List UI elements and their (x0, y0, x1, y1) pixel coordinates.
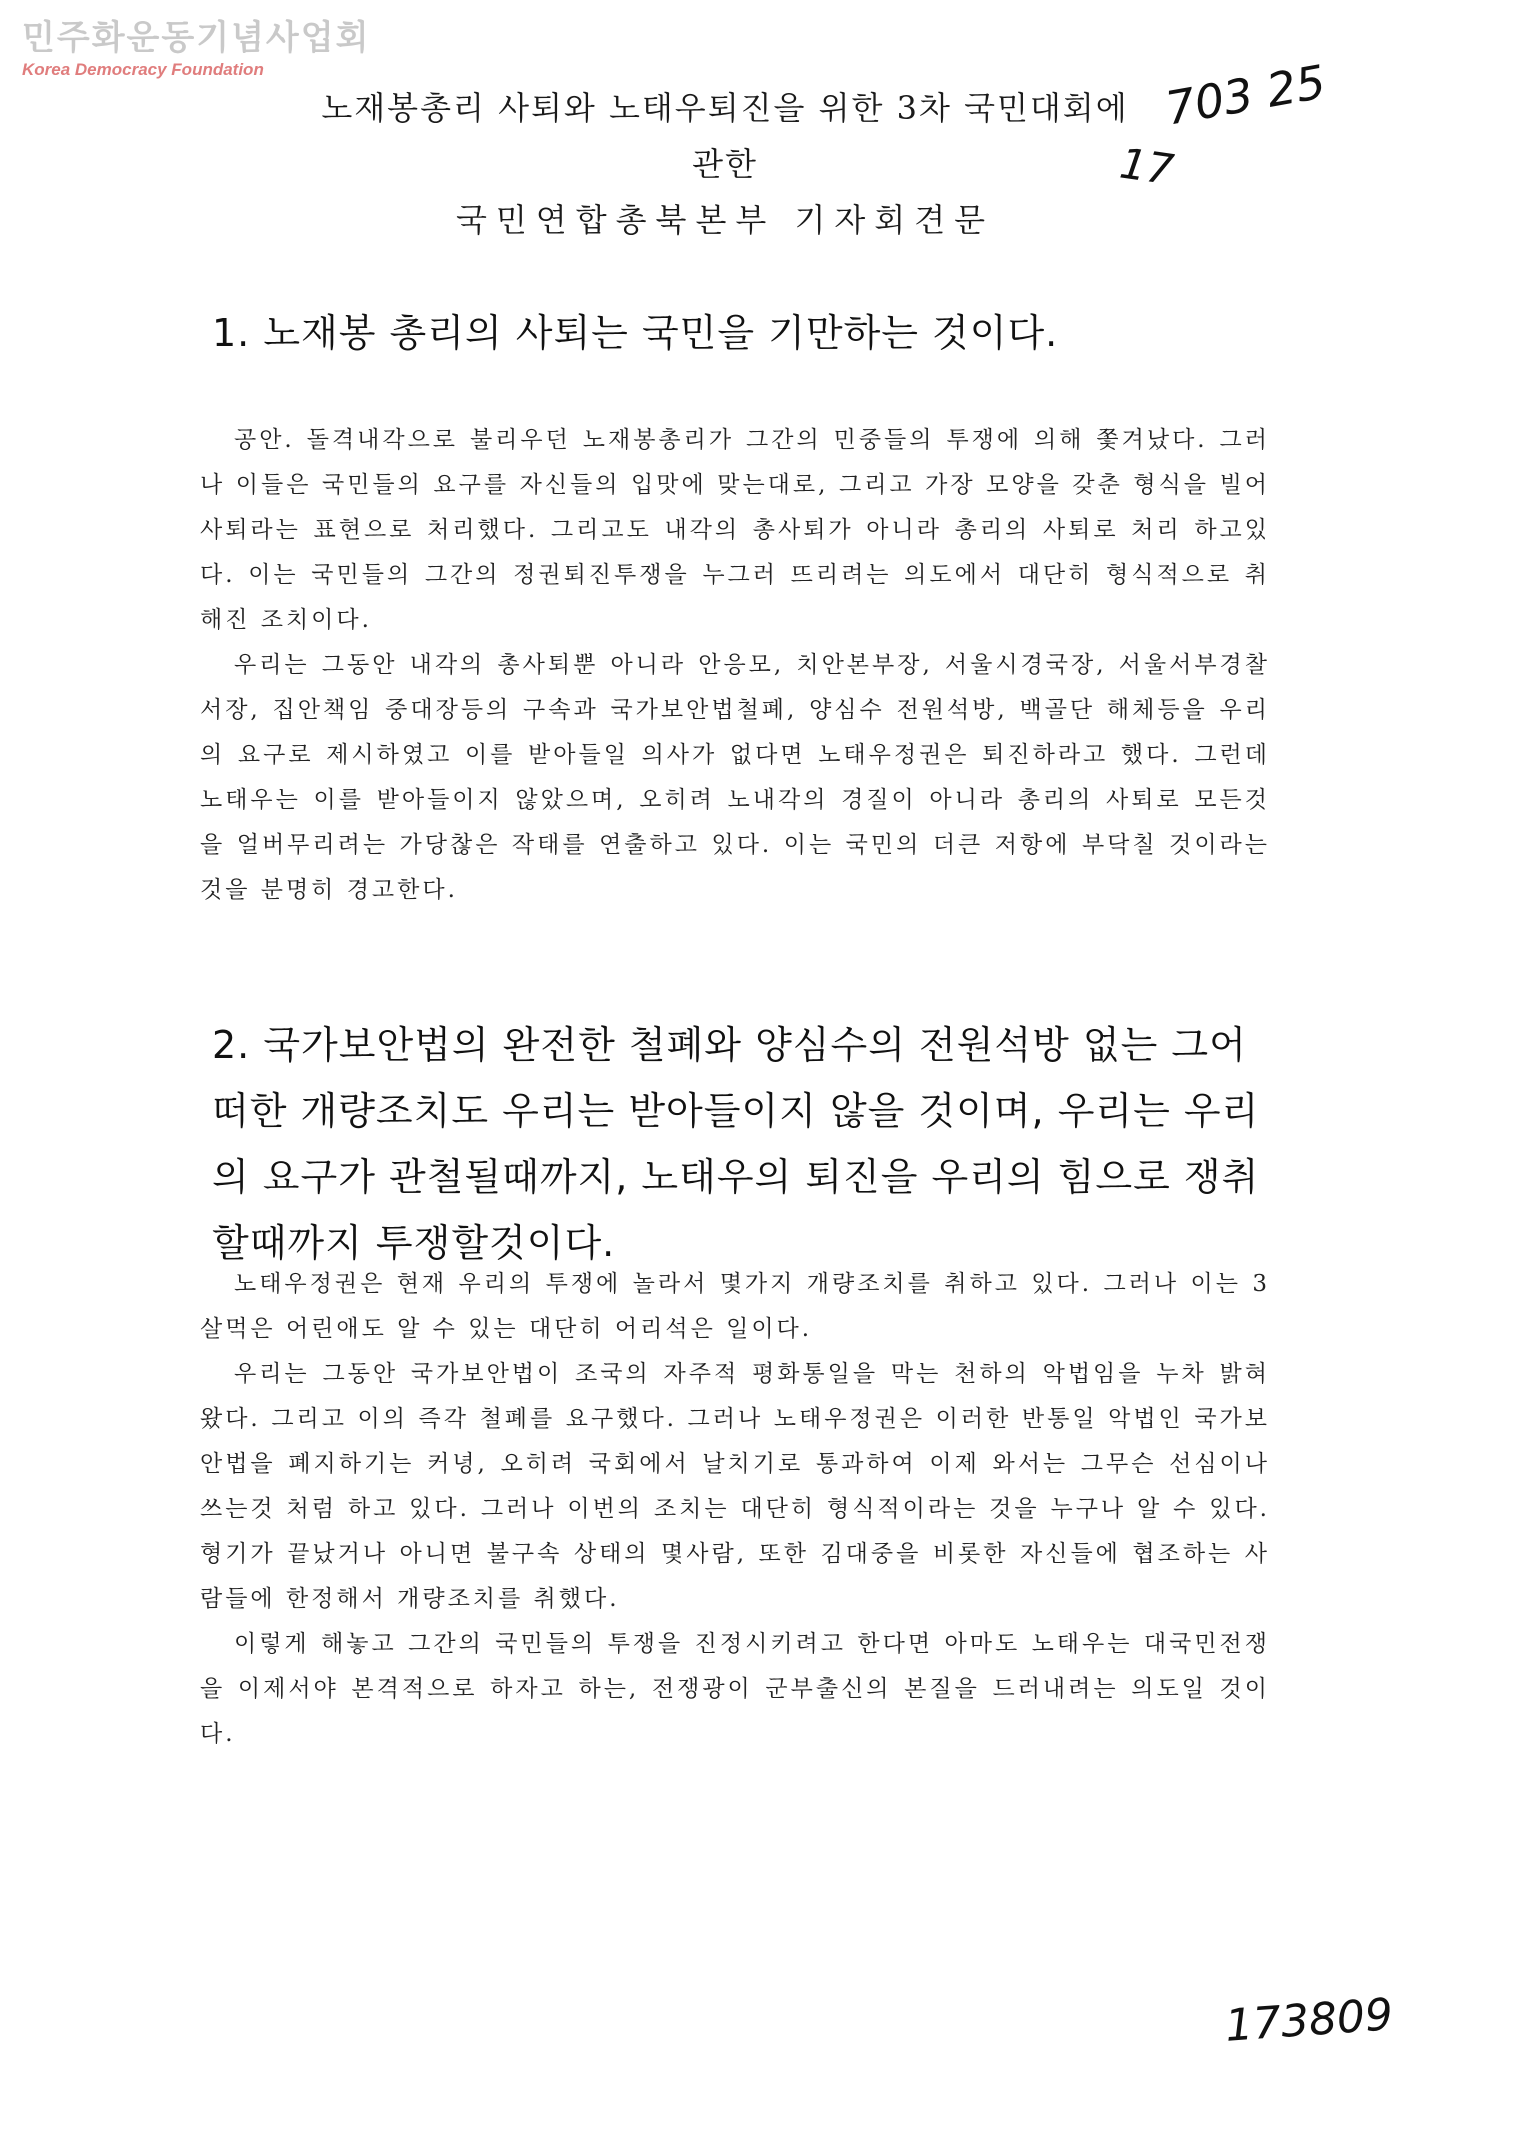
section-1-heading: 1. 노재봉 총리의 사퇴는 국민을 기만하는 것이다. (212, 311, 1059, 355)
document-title (300, 80, 1150, 248)
handwritten-archive-number: 703 25 (1161, 54, 1330, 136)
section-1-body (200, 418, 1270, 913)
handwritten-margin-mark: 17 (1116, 138, 1177, 195)
section-1-paragraph: 공안. 돌격내각으로 불리우던 노재봉총리가 그간의 민중들의 투쟁에 의해 쫓겨났다. 그러나 이들은 국민들의 요구를 자신들의 입맛에 맞는대로, 그리고 가장 모양을 갖춘 형식을 빌어 사퇴라는 표현으로 처리했다. 그리고도 내각의 총사퇴가 아니라 총리의 사퇴로 처리 하고있다. 이는 국민들의 그간의 정권퇴진투쟁을 누그러 뜨리려는 의도에서 대단히 형식적으로 취해진 조치이다. (200, 427, 1271, 633)
watermark-english: Korea Democracy Foundation (22, 60, 264, 79)
handwritten-page-number: 173809 (1223, 1989, 1395, 2052)
section-2-paragraph: 노태우정권은 현재 우리의 투쟁에 놀라서 몇가지 개량조치를 취하고 있다. 그러나 이는 3살먹은 어린애도 알 수 있는 대단히 어리석은 일이다. (200, 1271, 1270, 1342)
watermark-korean: 민주화운동기념사업회 (22, 18, 371, 58)
section-2-paragraph: 우리는 그동안 국가보안법이 조국의 자주적 평화통일을 막는 천하의 악법임을 누차 밝혀왔다. 그리고 이의 즉각 철폐를 요구했다. 그러나 노태우정권은 이러한 반통일 악법인 국가보안법을 폐지하기는 커녕, 오히려 국회에서 날치기로 통과하여 이제 와서는 그무슨 선심이나 쓰는것 처럼 하고 있다. 그러나 이번의 조치는 대단히 형식적이라는 것을 누구나 알 수 있다. 형기가 끝났거나 아니면 불구속 상태의 몇사람, 또한 김대중을 비롯한 자신들에 협조하는 사람들에 한정해서 개량조치를 취했다. (200, 1361, 1270, 1612)
section-2-heading: 2. 국가보안법의 완전한 철폐와 양심수의 전원석방 없는 그어떠한 개량조치도 우리는 받아들이지 않을 것이며, 우리는 우리의 요구가 관철될때까지, 노태우의 퇴진을 우리의 힘으로 쟁취할때까지 투쟁할것이다. (212, 1023, 1260, 1265)
section-2-body (200, 1262, 1270, 1757)
watermark (22, 18, 370, 80)
title-line-2: 국민연합총북본부 기자회견문 (455, 201, 995, 239)
section-2-paragraph: 이렇게 해놓고 그간의 국민들의 투쟁을 진정시키려고 한다면 아마도 노태우는 대국민전쟁을 이제서야 본격적으로 하자고 하는, 전쟁광이 군부출신의 본질을 드러내려는 의도일 것이다. (200, 1631, 1270, 1747)
section-1-paragraph: 우리는 그동안 내각의 총사퇴뿐 아니라 안응모, 치안본부장, 서울시경국장, 서울서부경찰서장, 집안책임 중대장등의 구속과 국가보안법철폐, 양심수 전원석방, 백골단 해체등을 우리의 요구로 제시하였고 이를 받아들일 의사가 없다면 노태우정권은 퇴진하라고 했다. 그런데 노태우는 이를 받아들이지 않았으며, 오히려 노내각의 경질이 아니라 총리의 사퇴로 모든것을 얼버무리려는 가당찮은 작태를 연출하고 있다. 이는 국민의 더큰 저항에 부닥칠 것이라는 것을 분명히 경고한다. (200, 652, 1270, 903)
title-line-1: 노재봉총리 사퇴와 노태우퇴진을 위한 3차 국민대회에 관한 (321, 89, 1129, 183)
